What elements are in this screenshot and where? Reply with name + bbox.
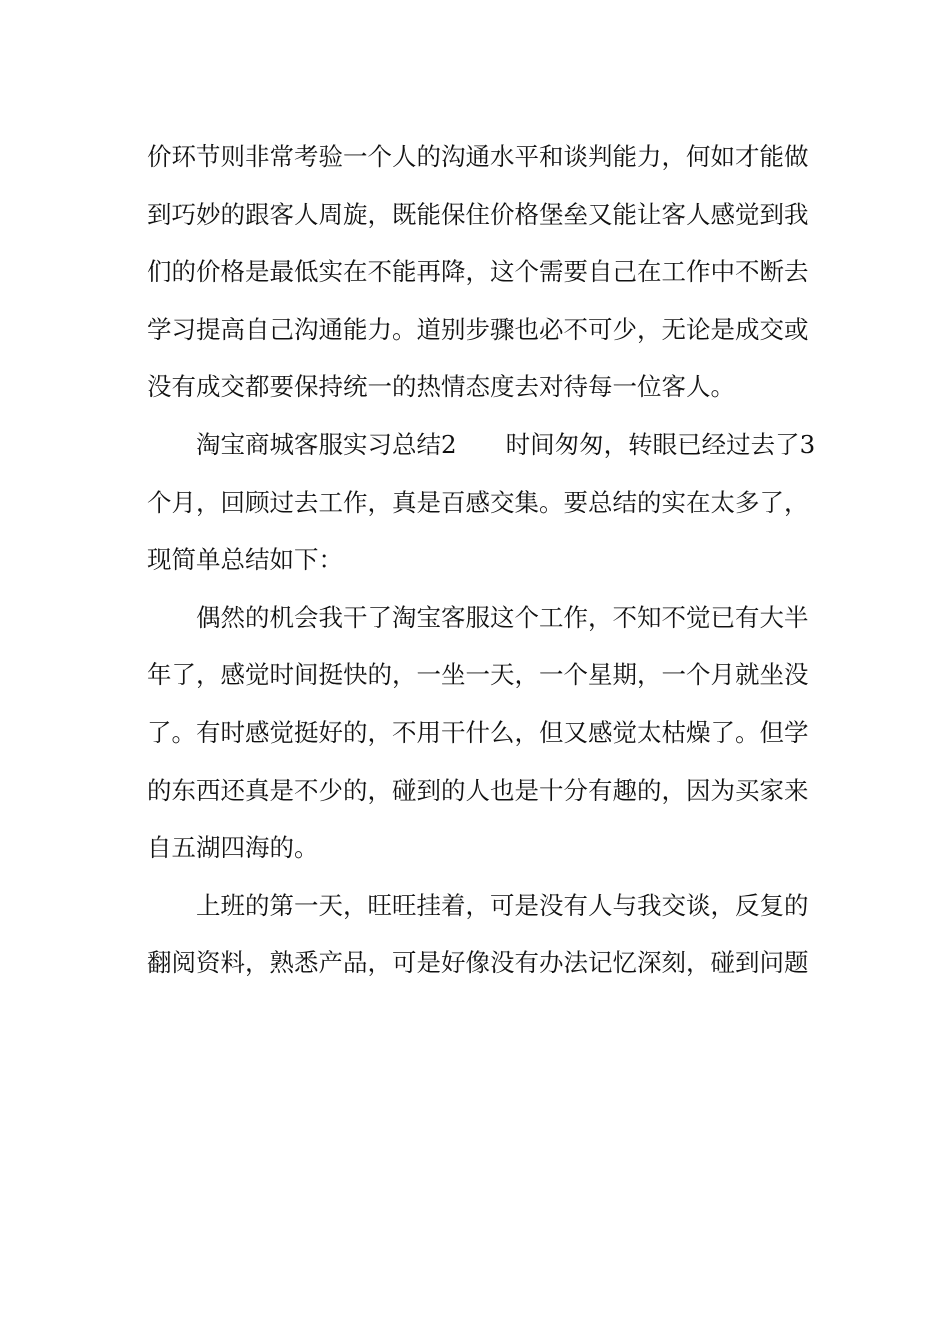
- section-title: 淘宝商城客服实习总结2: [196, 429, 457, 459]
- text-line: 现简单总结如下：: [147, 545, 343, 575]
- text-line: 们的价格是最低实在不能再降，这个需要自己在工作中不断去: [147, 257, 809, 287]
- section-heading-line: [147, 416, 816, 474]
- text-line: 年了，感觉时间挺快的，一坐一天，一个星期，一个月就坐没: [147, 660, 809, 690]
- text-line: 没有成交都要保持统一的热情态度去对待每一位客人。: [147, 372, 735, 402]
- text-line: 价环节则非常考验一个人的沟通水平和谈判能力，何如才能做: [147, 142, 809, 171]
- text-line: 翻阅资料，熟悉产品，可是好像没有办法记忆深刻，碰到问题: [147, 948, 809, 978]
- text-line: 自五湖四海的。: [147, 833, 319, 863]
- text-line: 了。有时感觉挺好的，不用干什么，但又感觉太枯燥了。但学: [147, 717, 809, 747]
- section-first-line-text: 时间匆匆，转眼已经过去了3: [505, 429, 816, 459]
- paragraph-first-line: 偶然的机会我干了淘宝客服这个工作，不知不觉已有大半: [196, 602, 809, 632]
- document-body: [147, 128, 816, 992]
- paragraph-first-line: 上班的第一天，旺旺挂着，可是没有人与我交谈，反复的: [196, 890, 809, 920]
- text-line: 学习提高自己沟通能力。道别步骤也必不可少，无论是成交或: [147, 314, 809, 344]
- text-line: 个月，回顾过去工作，真是百感交集。要总结的实在太多了，: [147, 487, 809, 517]
- text-line: 的东西还真是不少的，碰到的人也是十分有趣的，因为买家来: [147, 775, 809, 805]
- text-line: 到巧妙的跟客人周旋，既能保住价格堡垒又能让客人感觉到我: [147, 199, 809, 229]
